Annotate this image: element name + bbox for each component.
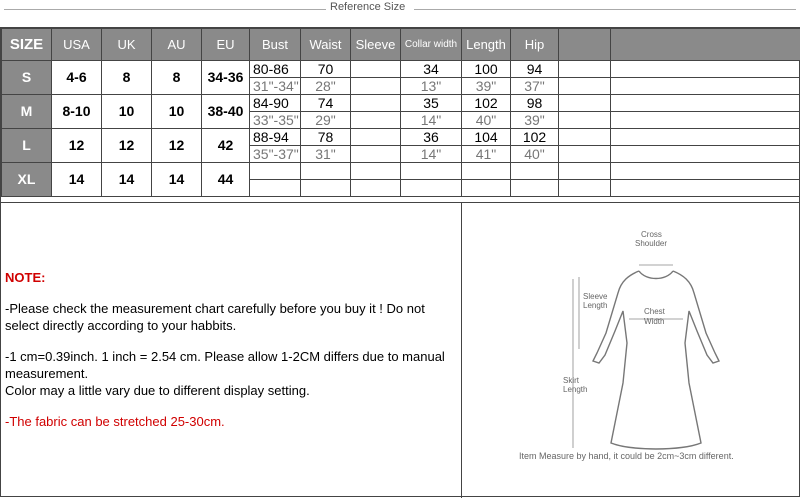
cm-length: 104 xyxy=(462,129,511,146)
label-shoulder: Shoulder xyxy=(635,239,667,248)
inch-waist xyxy=(301,180,351,197)
cm-bust: 80-86 xyxy=(250,61,301,78)
label-skirt: Skirt xyxy=(563,376,580,385)
header-usa: USA xyxy=(52,29,102,61)
inch-bust: 31"-34" xyxy=(250,78,301,95)
inch-collar: 14" xyxy=(401,146,462,163)
size-eu: 42 xyxy=(202,129,250,163)
inch-hip: 39" xyxy=(511,112,559,129)
empty-cell xyxy=(559,95,611,112)
header-length: Length xyxy=(462,29,511,61)
empty-cell xyxy=(611,95,800,112)
size-label: L xyxy=(2,129,52,163)
inch-bust xyxy=(250,180,301,197)
cm-sleeve xyxy=(351,61,401,78)
empty-cell xyxy=(559,146,611,163)
table-row xyxy=(2,163,800,180)
size-au: 14 xyxy=(152,163,202,197)
inch-hip: 40" xyxy=(511,146,559,163)
empty-cell xyxy=(559,78,611,95)
inch-sleeve xyxy=(351,146,401,163)
empty-cell xyxy=(559,163,611,180)
dress-measurement-diagram xyxy=(501,223,791,473)
notes-block xyxy=(5,269,455,444)
empty-cell xyxy=(559,129,611,146)
inch-length xyxy=(462,180,511,197)
cm-collar: 34 xyxy=(401,61,462,78)
header-au: AU xyxy=(152,29,202,61)
cm-sleeve xyxy=(351,95,401,112)
cm-length: 102 xyxy=(462,95,511,112)
cm-waist xyxy=(301,163,351,180)
size-eu: 44 xyxy=(202,163,250,197)
table-row xyxy=(2,61,800,78)
empty-cell xyxy=(611,163,800,180)
cm-bust: 88-94 xyxy=(250,129,301,146)
section-divider xyxy=(461,203,462,498)
note-title: NOTE: xyxy=(5,269,455,286)
empty-cell xyxy=(611,129,800,146)
inch-waist: 28" xyxy=(301,78,351,95)
size-uk: 14 xyxy=(102,163,152,197)
bottom-section xyxy=(1,202,800,498)
cm-waist: 70 xyxy=(301,61,351,78)
cm-waist: 74 xyxy=(301,95,351,112)
title-rule-right xyxy=(414,9,796,10)
empty-cell xyxy=(611,180,800,197)
table-header-row xyxy=(2,29,800,61)
cm-bust: 84-90 xyxy=(250,95,301,112)
inch-bust: 33"-35" xyxy=(250,112,301,129)
label-sleeve: Sleeve xyxy=(583,292,608,301)
inch-length: 40" xyxy=(462,112,511,129)
size-uk: 12 xyxy=(102,129,152,163)
empty-cell xyxy=(611,146,800,163)
inch-sleeve xyxy=(351,180,401,197)
size-chart-panel xyxy=(0,27,800,497)
cm-bust xyxy=(250,163,301,180)
cm-sleeve xyxy=(351,163,401,180)
note-color: Color may a little vary due to different display setting. xyxy=(5,382,455,399)
cm-waist: 78 xyxy=(301,129,351,146)
table-row xyxy=(2,129,800,146)
cm-length xyxy=(462,163,511,180)
header-empty-2 xyxy=(611,29,800,61)
inch-waist: 31" xyxy=(301,146,351,163)
empty-cell xyxy=(559,112,611,129)
header-collar-width: Collar width xyxy=(401,29,462,61)
inch-sleeve xyxy=(351,78,401,95)
size-uk: 10 xyxy=(102,95,152,129)
size-table xyxy=(1,28,800,197)
empty-cell xyxy=(611,112,800,129)
header-bust: Bust xyxy=(250,29,301,61)
inch-hip xyxy=(511,180,559,197)
cm-collar xyxy=(401,163,462,180)
empty-cell xyxy=(559,61,611,78)
header-size: SIZE xyxy=(2,29,52,61)
size-usa: 12 xyxy=(52,129,102,163)
size-usa: 8-10 xyxy=(52,95,102,129)
label-cross: Cross xyxy=(641,230,662,239)
label-skirt-length: Length xyxy=(563,385,587,394)
header-uk: UK xyxy=(102,29,152,61)
size-usa: 14 xyxy=(52,163,102,197)
inch-collar: 14" xyxy=(401,112,462,129)
size-eu: 34-36 xyxy=(202,61,250,95)
header-eu: EU xyxy=(202,29,250,61)
table-row xyxy=(2,95,800,112)
inch-hip: 37" xyxy=(511,78,559,95)
size-uk: 8 xyxy=(102,61,152,95)
size-eu: 38-40 xyxy=(202,95,250,129)
empty-cell xyxy=(611,61,800,78)
label-sleeve-length: Length xyxy=(583,301,607,310)
reference-size-title xyxy=(0,0,800,18)
header-waist: Waist xyxy=(301,29,351,61)
title-rule-left xyxy=(4,9,326,10)
cm-hip: 94 xyxy=(511,61,559,78)
header-sleeve: Sleeve xyxy=(351,29,401,61)
note-conversion: -1 cm=0.39inch. 1 inch = 2.54 cm. Please allow 1-2CM differs due to manual measurement. xyxy=(5,348,455,382)
cm-hip: 102 xyxy=(511,129,559,146)
empty-cell xyxy=(611,78,800,95)
cm-length: 100 xyxy=(462,61,511,78)
empty-cell xyxy=(559,180,611,197)
cm-hip xyxy=(511,163,559,180)
size-au: 10 xyxy=(152,95,202,129)
header-hip: Hip xyxy=(511,29,559,61)
note-check-chart: -Please check the measurement chart carefully before you buy it ! Do not select directly according to your habbits. xyxy=(5,300,455,334)
size-au: 12 xyxy=(152,129,202,163)
cm-sleeve xyxy=(351,129,401,146)
inch-sleeve xyxy=(351,112,401,129)
size-label: M xyxy=(2,95,52,129)
size-label: XL xyxy=(2,163,52,197)
reference-size-label: Reference Size xyxy=(330,1,405,13)
inch-waist: 29" xyxy=(301,112,351,129)
inch-length: 41" xyxy=(462,146,511,163)
header-empty-1 xyxy=(559,29,611,61)
cm-collar: 35 xyxy=(401,95,462,112)
label-chest: Chest xyxy=(644,307,666,316)
inch-bust: 35"-37" xyxy=(250,146,301,163)
size-usa: 4-6 xyxy=(52,61,102,95)
inch-collar: 13" xyxy=(401,78,462,95)
inch-length: 39" xyxy=(462,78,511,95)
size-au: 8 xyxy=(152,61,202,95)
inch-collar xyxy=(401,180,462,197)
note-fabric-stretch: -The fabric can be stretched 25-30cm. xyxy=(5,413,455,430)
diagram-caption: Item Measure by hand, it could be 2cm~3cm different. xyxy=(519,451,734,461)
size-label: S xyxy=(2,61,52,95)
cm-collar: 36 xyxy=(401,129,462,146)
cm-hip: 98 xyxy=(511,95,559,112)
label-chest-width: Width xyxy=(644,317,664,326)
